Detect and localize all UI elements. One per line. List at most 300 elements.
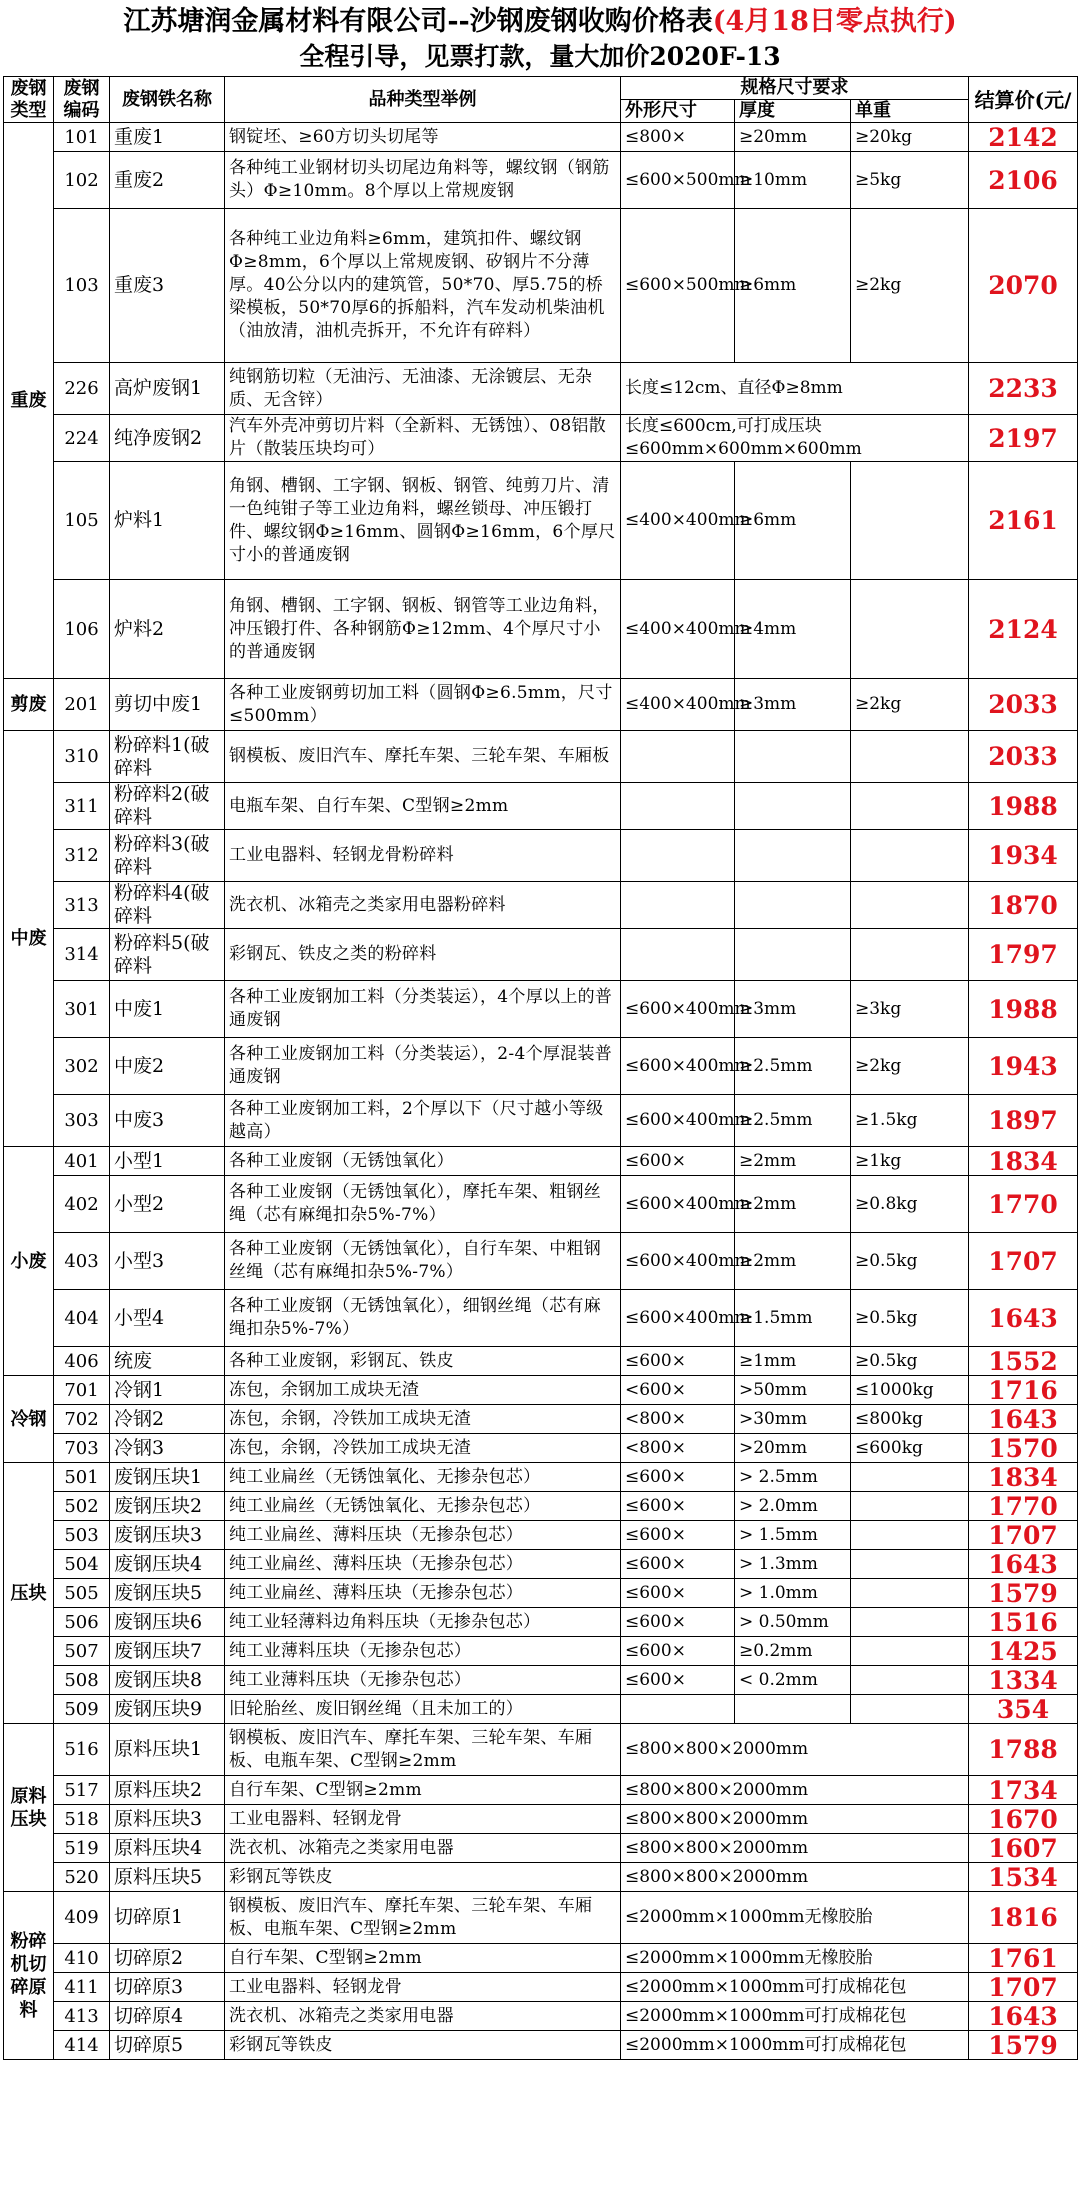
name-cell: 废钢压块3 (110, 1521, 225, 1550)
price-cell: 1734 (969, 1776, 1078, 1805)
code-cell: 101 (54, 123, 110, 152)
table-row (4, 2031, 1078, 2060)
weight-cell: ≤800kg (851, 1405, 969, 1434)
weight-cell: ≥2kg (851, 679, 969, 731)
weight-cell: ≥2kg (851, 1038, 969, 1095)
header-examples: 品种类型举例 (225, 77, 621, 123)
weight-cell (851, 830, 969, 882)
thickness-cell: ≥1.5mm (735, 1290, 851, 1347)
code-cell: 519 (54, 1834, 110, 1863)
example-cell: 纯钢筋切粒（无油污、无油漆、无涂镀层、无杂质、无含锌） (225, 363, 621, 415)
code-cell: 502 (54, 1492, 110, 1521)
size-cell: ≤600× (621, 1608, 735, 1637)
example-cell: 纯工业扁丝（无锈蚀氧化、无掺杂包芯） (225, 1463, 621, 1492)
table-row (4, 1290, 1078, 1347)
code-cell: 224 (54, 415, 110, 462)
name-cell: 炉料2 (110, 580, 225, 679)
name-cell: 废钢压块2 (110, 1492, 225, 1521)
size-cell: ≤600×400mm (621, 981, 735, 1038)
code-cell: 516 (54, 1724, 110, 1776)
name-cell: 高炉废钢1 (110, 363, 225, 415)
header-weight: 单重 (851, 100, 969, 123)
name-cell: 冷钢3 (110, 1434, 225, 1463)
header-category: 废钢类型 (4, 77, 54, 123)
code-cell: 505 (54, 1579, 110, 1608)
price-cell: 1716 (969, 1376, 1078, 1405)
example-cell: 工业电器料、轻钢龙骨 (225, 1973, 621, 2002)
header-spec: 规格尺寸要求 (621, 77, 969, 100)
name-cell: 粉碎料4(破碎料 (110, 882, 225, 929)
thickness-cell: ≥6mm (735, 462, 851, 580)
price-cell: 1707 (969, 1973, 1078, 2002)
name-cell: 重废3 (110, 209, 225, 363)
company-title: 江苏塘润金属材料有限公司--沙钢废钢收购价格表 (123, 6, 713, 37)
size-cell: ≤600× (621, 1550, 735, 1579)
name-cell: 原料压块2 (110, 1776, 225, 1805)
table-row (4, 1147, 1078, 1176)
code-cell: 302 (54, 1038, 110, 1095)
code-cell: 413 (54, 2002, 110, 2031)
code-cell: 520 (54, 1863, 110, 1892)
example-cell: 纯工业薄料压块（无掺杂包芯） (225, 1666, 621, 1695)
header-size: 外形尺寸 (621, 100, 735, 123)
price-cell: 1988 (969, 783, 1078, 830)
price-cell: 2233 (969, 363, 1078, 415)
size-cell (621, 830, 735, 882)
table-row (4, 679, 1078, 731)
name-cell: 粉碎料5(破碎料 (110, 929, 225, 981)
code-cell: 313 (54, 882, 110, 929)
name-cell: 小型3 (110, 1233, 225, 1290)
category-cell: 剪废 (4, 679, 54, 731)
price-cell: 1897 (969, 1095, 1078, 1147)
category-cell: 冷钢 (4, 1376, 54, 1463)
table-row (4, 1347, 1078, 1376)
weight-cell: ≥20kg (851, 123, 969, 152)
name-cell: 原料压块3 (110, 1805, 225, 1834)
table-row (4, 1863, 1078, 1892)
name-cell: 冷钢1 (110, 1376, 225, 1405)
thickness-cell: >30mm (735, 1405, 851, 1434)
spec-cell: ≤2000mm×1000mm可打成棉花包 (621, 1973, 969, 2002)
price-cell: 1816 (969, 1892, 1078, 1944)
table-row (4, 1176, 1078, 1233)
table-row (4, 1579, 1078, 1608)
example-cell: 各种工业废钢加工料，2个厚以下（尺寸越小等级越高） (225, 1095, 621, 1147)
code-cell: 301 (54, 981, 110, 1038)
size-cell: ≤400×400mm (621, 580, 735, 679)
size-cell (621, 731, 735, 783)
thickness-cell: ≥2mm (735, 1233, 851, 1290)
thickness-cell: ≥6mm (735, 209, 851, 363)
name-cell: 小型1 (110, 1147, 225, 1176)
name-cell: 切碎原3 (110, 1973, 225, 2002)
price-cell: 1761 (969, 1944, 1078, 1973)
name-cell: 中废3 (110, 1095, 225, 1147)
table-row (4, 1038, 1078, 1095)
code-cell: 702 (54, 1405, 110, 1434)
name-cell: 纯净废钢2 (110, 415, 225, 462)
weight-cell (851, 731, 969, 783)
code-cell: 506 (54, 1608, 110, 1637)
table-row (4, 1805, 1078, 1834)
table-row (4, 1834, 1078, 1863)
size-cell: ≤600×400mm (621, 1290, 735, 1347)
name-cell: 粉碎料2(破碎料 (110, 783, 225, 830)
example-cell: 冻包，余钢，冷铁加工成块无渣 (225, 1405, 621, 1434)
thickness-cell: > 2.0mm (735, 1492, 851, 1521)
weight-cell (851, 1521, 969, 1550)
thickness-cell: ≥2mm (735, 1176, 851, 1233)
example-cell: 各种工业废钢剪切加工料（圆钢Φ≥6.5mm，尺寸≤500mm） (225, 679, 621, 731)
price-cell: 1788 (969, 1724, 1078, 1776)
price-cell: 1516 (969, 1608, 1078, 1637)
weight-cell: ≥0.5kg (851, 1290, 969, 1347)
price-cell: 1425 (969, 1637, 1078, 1666)
example-cell: 钢模板、废旧汽车、摩托车架、三轮车架、车厢板、电瓶车架、C型钢≥2mm (225, 1892, 621, 1944)
table-row (4, 1550, 1078, 1579)
code-cell: 303 (54, 1095, 110, 1147)
weight-cell (851, 929, 969, 981)
spec-cell: ≤800×800×2000mm (621, 1724, 969, 1776)
name-cell: 冷钢2 (110, 1405, 225, 1434)
thickness-cell: < 0.2mm (735, 1666, 851, 1695)
weight-cell (851, 580, 969, 679)
table-row (4, 580, 1078, 679)
thickness-cell (735, 830, 851, 882)
thickness-cell: ≥3mm (735, 679, 851, 731)
table-row (4, 152, 1078, 209)
header-thickness: 厚度 (735, 100, 851, 123)
example-cell: 纯工业扁丝（无锈蚀氧化、无掺杂包芯） (225, 1492, 621, 1521)
spec-cell: ≤800×800×2000mm (621, 1834, 969, 1863)
thickness-cell: > 1.5mm (735, 1521, 851, 1550)
thickness-cell (735, 783, 851, 830)
code-cell: 401 (54, 1147, 110, 1176)
name-cell: 废钢压块6 (110, 1608, 225, 1637)
category-cell: 小废 (4, 1147, 54, 1376)
size-cell: ≤600×400mm (621, 1233, 735, 1290)
example-cell: 工业电器料、轻钢龙骨粉碎料 (225, 830, 621, 882)
code-cell: 411 (54, 1973, 110, 2002)
name-cell: 原料压块5 (110, 1863, 225, 1892)
thickness-cell: > 1.0mm (735, 1579, 851, 1608)
price-cell: 1643 (969, 1550, 1078, 1579)
category-cell: 压块 (4, 1463, 54, 1724)
thickness-cell (735, 882, 851, 929)
example-cell: 汽车外壳冲剪切片料（全新料、无锈蚀）、08铝散片（散装压块均可） (225, 415, 621, 462)
weight-cell (851, 783, 969, 830)
thickness-cell: >50mm (735, 1376, 851, 1405)
size-cell: ≤600× (621, 1637, 735, 1666)
code-cell: 501 (54, 1463, 110, 1492)
example-cell: 纯工业薄料压块（无掺杂包芯） (225, 1637, 621, 1666)
example-cell: 工业电器料、轻钢龙骨 (225, 1805, 621, 1834)
thickness-cell: ≥3mm (735, 981, 851, 1038)
code-cell: 703 (54, 1434, 110, 1463)
size-cell: ≤800× (621, 123, 735, 152)
code-cell: 310 (54, 731, 110, 783)
name-cell: 小型2 (110, 1176, 225, 1233)
size-cell: ≤600× (621, 1666, 735, 1695)
table-row (4, 1695, 1078, 1724)
effective-notice: (4月18日零点执行) (712, 6, 957, 37)
price-table (3, 76, 1078, 2060)
thickness-cell: ≥1mm (735, 1347, 851, 1376)
thickness-cell: ≥10mm (735, 152, 851, 209)
price-cell: 1707 (969, 1521, 1078, 1550)
weight-cell (851, 462, 969, 580)
header-row (4, 77, 1078, 100)
code-cell: 311 (54, 783, 110, 830)
price-cell: 2142 (969, 123, 1078, 152)
thickness-cell: > 1.3mm (735, 1550, 851, 1579)
size-cell: <800× (621, 1405, 735, 1434)
size-cell: ≤600×400mm (621, 1176, 735, 1233)
table-row (4, 1637, 1078, 1666)
code-cell: 404 (54, 1290, 110, 1347)
code-cell: 504 (54, 1550, 110, 1579)
code-cell: 105 (54, 462, 110, 580)
price-cell: 1607 (969, 1834, 1078, 1863)
code-cell: 102 (54, 152, 110, 209)
code-cell: 410 (54, 1944, 110, 1973)
example-cell: 钢模板、废旧汽车、摩托车架、三轮车架、车厢板 (225, 731, 621, 783)
price-cell: 1943 (969, 1038, 1078, 1095)
example-cell: 自行车架、C型钢≥2mm (225, 1776, 621, 1805)
example-cell: 各种工业废钢（无锈蚀氧化），自行车架、中粗钢丝绳（芯有麻绳扣杂5%-7%） (225, 1233, 621, 1290)
example-cell: 彩钢瓦等铁皮 (225, 1863, 621, 1892)
category-cell: 重废 (4, 123, 54, 679)
spec-cell: ≤800×800×2000mm (621, 1863, 969, 1892)
weight-cell (851, 1463, 969, 1492)
code-cell: 509 (54, 1695, 110, 1724)
table-row (4, 1892, 1078, 1944)
size-cell: ≤600× (621, 1492, 735, 1521)
name-cell: 切碎原4 (110, 2002, 225, 2031)
weight-cell (851, 1492, 969, 1521)
weight-cell (851, 1695, 969, 1724)
price-table-body (4, 123, 1078, 2060)
price-cell: 2124 (969, 580, 1078, 679)
price-cell: 1934 (969, 830, 1078, 882)
price-cell: 1570 (969, 1434, 1078, 1463)
name-cell: 废钢压块8 (110, 1666, 225, 1695)
table-row (4, 830, 1078, 882)
name-cell: 粉碎料3(破碎料 (110, 830, 225, 882)
size-cell: <800× (621, 1434, 735, 1463)
size-cell: ≤400×400mm (621, 462, 735, 580)
price-cell: 2070 (969, 209, 1078, 363)
table-row (4, 2002, 1078, 2031)
code-cell: 503 (54, 1521, 110, 1550)
example-cell: 纯工业扁丝、薄料压块（无掺杂包芯） (225, 1550, 621, 1579)
price-cell: 1870 (969, 882, 1078, 929)
table-row (4, 1233, 1078, 1290)
price-cell: 1834 (969, 1147, 1078, 1176)
spec-cell: ≤800×800×2000mm (621, 1776, 969, 1805)
size-cell: ≤600×500mm (621, 209, 735, 363)
spec-cell: ≤800×800×2000mm (621, 1805, 969, 1834)
code-cell: 103 (54, 209, 110, 363)
category-cell: 中废 (4, 731, 54, 1147)
table-row (4, 209, 1078, 363)
code-cell: 314 (54, 929, 110, 981)
table-row (4, 731, 1078, 783)
name-cell: 中废1 (110, 981, 225, 1038)
price-cell: 1534 (969, 1863, 1078, 1892)
example-cell: 各种工业废钢加工料（分类装运），2-4个厚混装普通废钢 (225, 1038, 621, 1095)
price-cell: 2106 (969, 152, 1078, 209)
table-row (4, 462, 1078, 580)
example-cell: 纯工业轻薄料边角料压块（无掺杂包芯） (225, 1608, 621, 1637)
price-cell: 1552 (969, 1347, 1078, 1376)
spec-cell: ≤2000mm×1000mm无橡胶胎 (621, 1892, 969, 1944)
price-cell: 1334 (969, 1666, 1078, 1695)
weight-cell: ≥2kg (851, 209, 969, 363)
weight-cell (851, 882, 969, 929)
code-cell: 507 (54, 1637, 110, 1666)
price-cell: 1797 (969, 929, 1078, 981)
size-cell: ≤600×500mm (621, 152, 735, 209)
table-row (4, 1724, 1078, 1776)
page-title (0, 0, 1080, 40)
page-header (0, 0, 1080, 76)
name-cell: 粉碎料1(破碎料 (110, 731, 225, 783)
name-cell: 原料压块1 (110, 1724, 225, 1776)
example-cell: 自行车架、C型钢≥2mm (225, 1944, 621, 1973)
name-cell: 废钢压块9 (110, 1695, 225, 1724)
table-row (4, 1944, 1078, 1973)
code-cell: 403 (54, 1233, 110, 1290)
example-cell: 各种工业废钢（无锈蚀氧化），细钢丝绳（芯有麻绳扣杂5%-7%） (225, 1290, 621, 1347)
table-row (4, 1434, 1078, 1463)
example-cell: 各种工业废钢（无锈蚀氧化） (225, 1147, 621, 1176)
example-cell: 彩钢瓦、铁皮之类的粉碎料 (225, 929, 621, 981)
category-cell: 粉碎机切碎原料 (4, 1892, 54, 2060)
code-cell: 414 (54, 2031, 110, 2060)
thickness-cell: ≥2.5mm (735, 1038, 851, 1095)
price-cell: 2197 (969, 415, 1078, 462)
example-cell: 洗衣机、冰箱壳之类家用电器 (225, 2002, 621, 2031)
spec-cell: ≤2000mm×1000mm无橡胶胎 (621, 1944, 969, 1973)
example-cell: 各种工业废钢加工料（分类装运），4个厚以上的普通废钢 (225, 981, 621, 1038)
header-name: 废钢铁名称 (110, 77, 225, 123)
code-cell: 406 (54, 1347, 110, 1376)
price-cell: 354 (969, 1695, 1078, 1724)
thickness-cell (735, 731, 851, 783)
code-cell: 701 (54, 1376, 110, 1405)
code-cell: 106 (54, 580, 110, 679)
price-cell: 1670 (969, 1805, 1078, 1834)
price-cell: 1643 (969, 2002, 1078, 2031)
size-cell (621, 882, 735, 929)
table-row (4, 783, 1078, 830)
price-cell: 1643 (969, 1405, 1078, 1434)
size-cell: ≤600× (621, 1521, 735, 1550)
example-cell: 冻包，余钢加工成块无渣 (225, 1376, 621, 1405)
price-cell: 1834 (969, 1463, 1078, 1492)
example-cell: 钢模板、废旧汽车、摩托车架、三轮车架、车厢板、电瓶车架、C型钢≥2mm (225, 1724, 621, 1776)
price-cell: 1770 (969, 1492, 1078, 1521)
thickness-cell: > 2.5mm (735, 1463, 851, 1492)
size-cell: ≤600× (621, 1147, 735, 1176)
thickness-cell (735, 929, 851, 981)
code-cell: 312 (54, 830, 110, 882)
table-row (4, 1521, 1078, 1550)
code-cell: 402 (54, 1176, 110, 1233)
weight-cell (851, 1637, 969, 1666)
thickness-cell: ≥2.5mm (735, 1095, 851, 1147)
weight-cell: ≤600kg (851, 1434, 969, 1463)
size-cell: ≤600×400mm (621, 1038, 735, 1095)
name-cell: 重废1 (110, 123, 225, 152)
weight-cell: ≥0.8kg (851, 1176, 969, 1233)
name-cell: 废钢压块4 (110, 1550, 225, 1579)
weight-cell (851, 1579, 969, 1608)
size-cell (621, 929, 735, 981)
example-cell: 各种纯工业钢材切头切尾边角料等，螺纹钢（钢筋头）Φ≥10mm。8个厚以上常规废钢 (225, 152, 621, 209)
name-cell: 原料压块4 (110, 1834, 225, 1863)
weight-cell: ≤1000kg (851, 1376, 969, 1405)
category-cell: 原料压块 (4, 1724, 54, 1892)
name-cell: 废钢压块7 (110, 1637, 225, 1666)
table-row (4, 415, 1078, 462)
example-cell: 彩钢瓦等铁皮 (225, 2031, 621, 2060)
table-row (4, 1376, 1078, 1405)
table-row (4, 123, 1078, 152)
page-subtitle: 全程引导，见票打款，量大加价2020F-13 (299, 42, 781, 71)
code-cell: 201 (54, 679, 110, 731)
thickness-cell: ≥2mm (735, 1147, 851, 1176)
example-cell: 洗衣机、冰箱壳之类家用电器 (225, 1834, 621, 1863)
table-row (4, 929, 1078, 981)
spec-cell: 长度≤12cm、直径Φ≥8mm (621, 363, 969, 415)
thickness-cell: >20mm (735, 1434, 851, 1463)
name-cell: 切碎原2 (110, 1944, 225, 1973)
price-cell: 2161 (969, 462, 1078, 580)
table-row (4, 1463, 1078, 1492)
table-row (4, 1405, 1078, 1434)
example-cell: 各种工业废钢（无锈蚀氧化），摩托车架、粗钢丝绳（芯有麻绳扣杂5%-7%） (225, 1176, 621, 1233)
weight-cell (851, 1608, 969, 1637)
header-price: 结算价(元/ (969, 77, 1078, 123)
size-cell: ≤400×400mm (621, 679, 735, 731)
example-cell: 角钢、槽钢、工字钢、钢板、钢管等工业边角料，冲压锻打件、各种钢筋Φ≥12mm、4个厚尺寸小的普通废钢 (225, 580, 621, 679)
code-cell: 517 (54, 1776, 110, 1805)
price-cell: 1643 (969, 1290, 1078, 1347)
table-row (4, 882, 1078, 929)
name-cell: 废钢压块5 (110, 1579, 225, 1608)
price-cell: 1579 (969, 1579, 1078, 1608)
spec-cell: 长度≤600cm,可打成压块≤600mm×600mm×600mm (621, 415, 969, 462)
thickness-cell: ≥0.2mm (735, 1637, 851, 1666)
name-cell: 切碎原5 (110, 2031, 225, 2060)
code-cell: 409 (54, 1892, 110, 1944)
table-row (4, 1492, 1078, 1521)
spec-cell: ≤2000mm×1000mm可打成棉花包 (621, 2031, 969, 2060)
price-cell: 1707 (969, 1233, 1078, 1290)
table-row (4, 1608, 1078, 1637)
example-cell: 电瓶车架、自行车架、C型钢≥2mm (225, 783, 621, 830)
size-cell (621, 783, 735, 830)
example-cell: 洗衣机、冰箱壳之类家用电器粉碎料 (225, 882, 621, 929)
size-cell (621, 1695, 735, 1724)
weight-cell: ≥3kg (851, 981, 969, 1038)
size-cell: ≤600× (621, 1463, 735, 1492)
price-cell: 1988 (969, 981, 1078, 1038)
weight-cell: ≥1kg (851, 1147, 969, 1176)
